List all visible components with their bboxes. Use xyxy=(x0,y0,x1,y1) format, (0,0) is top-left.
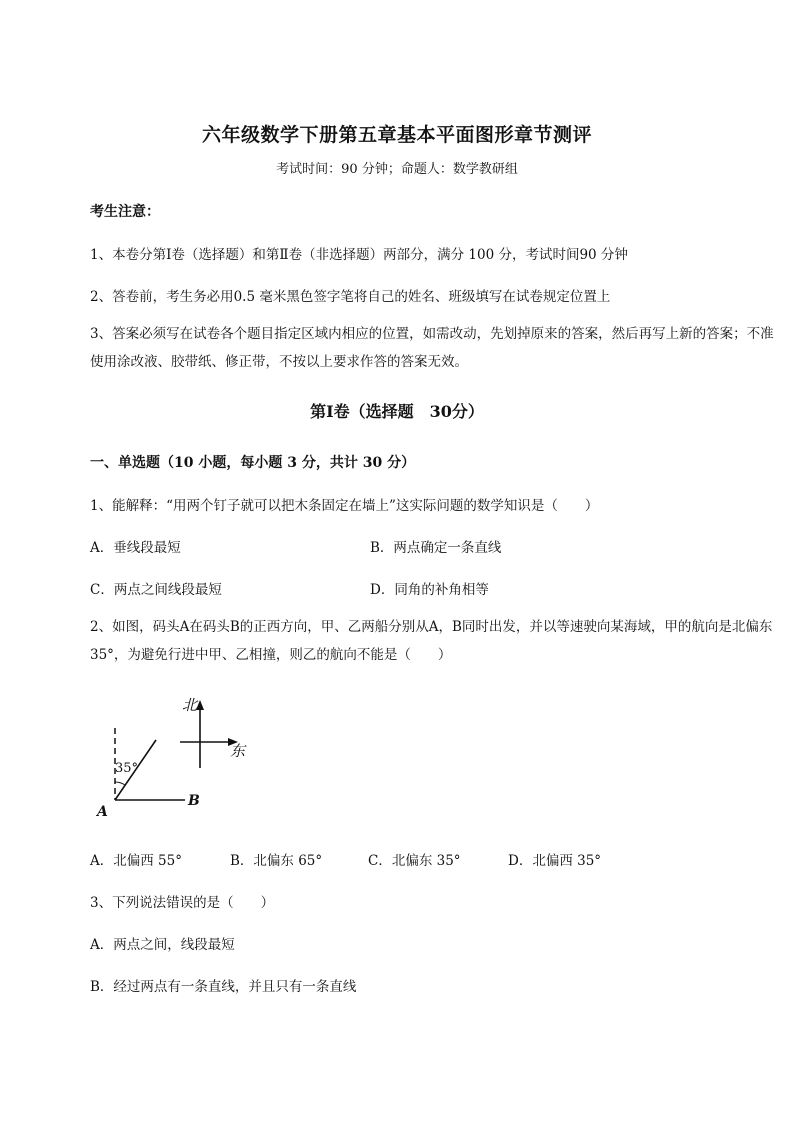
question-1-option-d: D．同角的补角相等 xyxy=(370,582,489,598)
point-b-label: B xyxy=(188,793,200,809)
section-title: 第Ⅰ卷（选择题 30分） xyxy=(310,402,484,421)
question-2-option-a: A．北偏西 55° xyxy=(90,853,182,869)
point-a-label: A xyxy=(97,804,108,820)
exam-info: 考试时间：90 分钟；命题人：数学教研组 xyxy=(276,162,518,177)
notice-heading: 考生注意： xyxy=(90,204,160,220)
notice-item-2: 2、答卷前，考生务必用0.5 毫米黑色签字笔将自己的姓名、班级填写在试卷规定位置上 xyxy=(90,289,611,305)
angle-arc xyxy=(115,782,125,785)
notice-item-3: 3、答案必须写在试卷各个题目指定区域内相应的位置，如需改动，先划掉原来的答案，然后再写上新的答案；不准使用涂改液、胶带纸、修正带，不按以上要求作答的答案无效。 xyxy=(90,326,774,370)
question-3-option-b: B．经过两点有一条直线，并且只有一条直线 xyxy=(90,979,357,995)
angle-label: 35° xyxy=(115,761,139,776)
north-label: 北 xyxy=(182,696,198,714)
question-2-option-b: B．北偏东 65° xyxy=(230,853,323,869)
question-2-stem: 2、如图，码头A在码头B的正西方向，甲、乙两船分别从A，B同时出发，并以等速驶向某海域，甲的航向是北偏东35°，为避免行进中甲、乙相撞，则乙的航向不能是（ ） xyxy=(90,619,773,663)
question-1-option-b: B．两点确定一条直线 xyxy=(370,540,502,556)
north-arrow-icon xyxy=(196,700,204,710)
east-label: 东 xyxy=(230,742,246,760)
question-2-option-d: D．北偏西 35° xyxy=(508,853,602,869)
question-3-option-a: A．两点之间，线段最短 xyxy=(90,937,235,953)
direction-figure xyxy=(90,690,270,825)
question-1-stem: 1、能解释：“用两个钉子就可以把木条固定在墙上”这实际问题的数学知识是（ ） xyxy=(90,498,599,514)
question-3-stem: 3、下列说法错误的是（ ） xyxy=(90,895,275,911)
page-title: 六年级数学下册第五章基本平面图形章节测评 xyxy=(201,124,592,146)
part-heading: 一、单选题（10 小题，每小题 3 分，共计 30 分） xyxy=(90,455,416,471)
notice-item-1: 1、本卷分第Ⅰ卷（选择题）和第Ⅱ卷（非选择题）两部分，满分 100 分，考试时间90 分钟 xyxy=(90,247,628,263)
question-1-option-a: A．垂线段最短 xyxy=(90,540,181,556)
question-2-option-c: C．北偏东 35° xyxy=(368,853,461,869)
question-1-option-c: C．两点之间线段最短 xyxy=(90,582,222,598)
